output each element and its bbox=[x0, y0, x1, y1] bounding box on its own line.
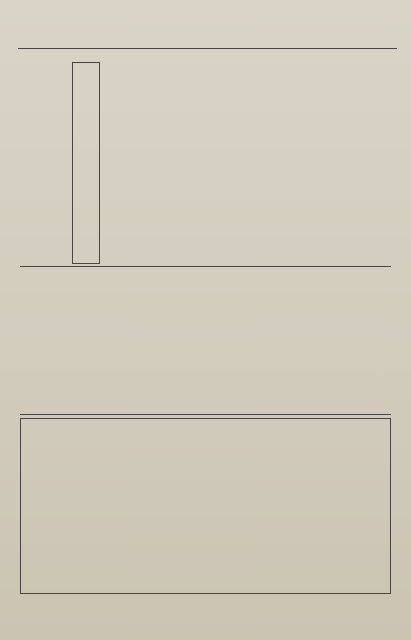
panel-top-rule bbox=[20, 418, 391, 419]
letter-panel bbox=[20, 418, 391, 594]
panel-right-rule bbox=[390, 418, 391, 594]
headline-box bbox=[72, 62, 100, 264]
header-rule bbox=[18, 48, 397, 49]
cultural-affairs-watermark bbox=[213, 582, 403, 626]
upper-lower-divider bbox=[20, 266, 391, 267]
panel-left-rule bbox=[20, 418, 21, 594]
middle-divider bbox=[20, 414, 391, 415]
